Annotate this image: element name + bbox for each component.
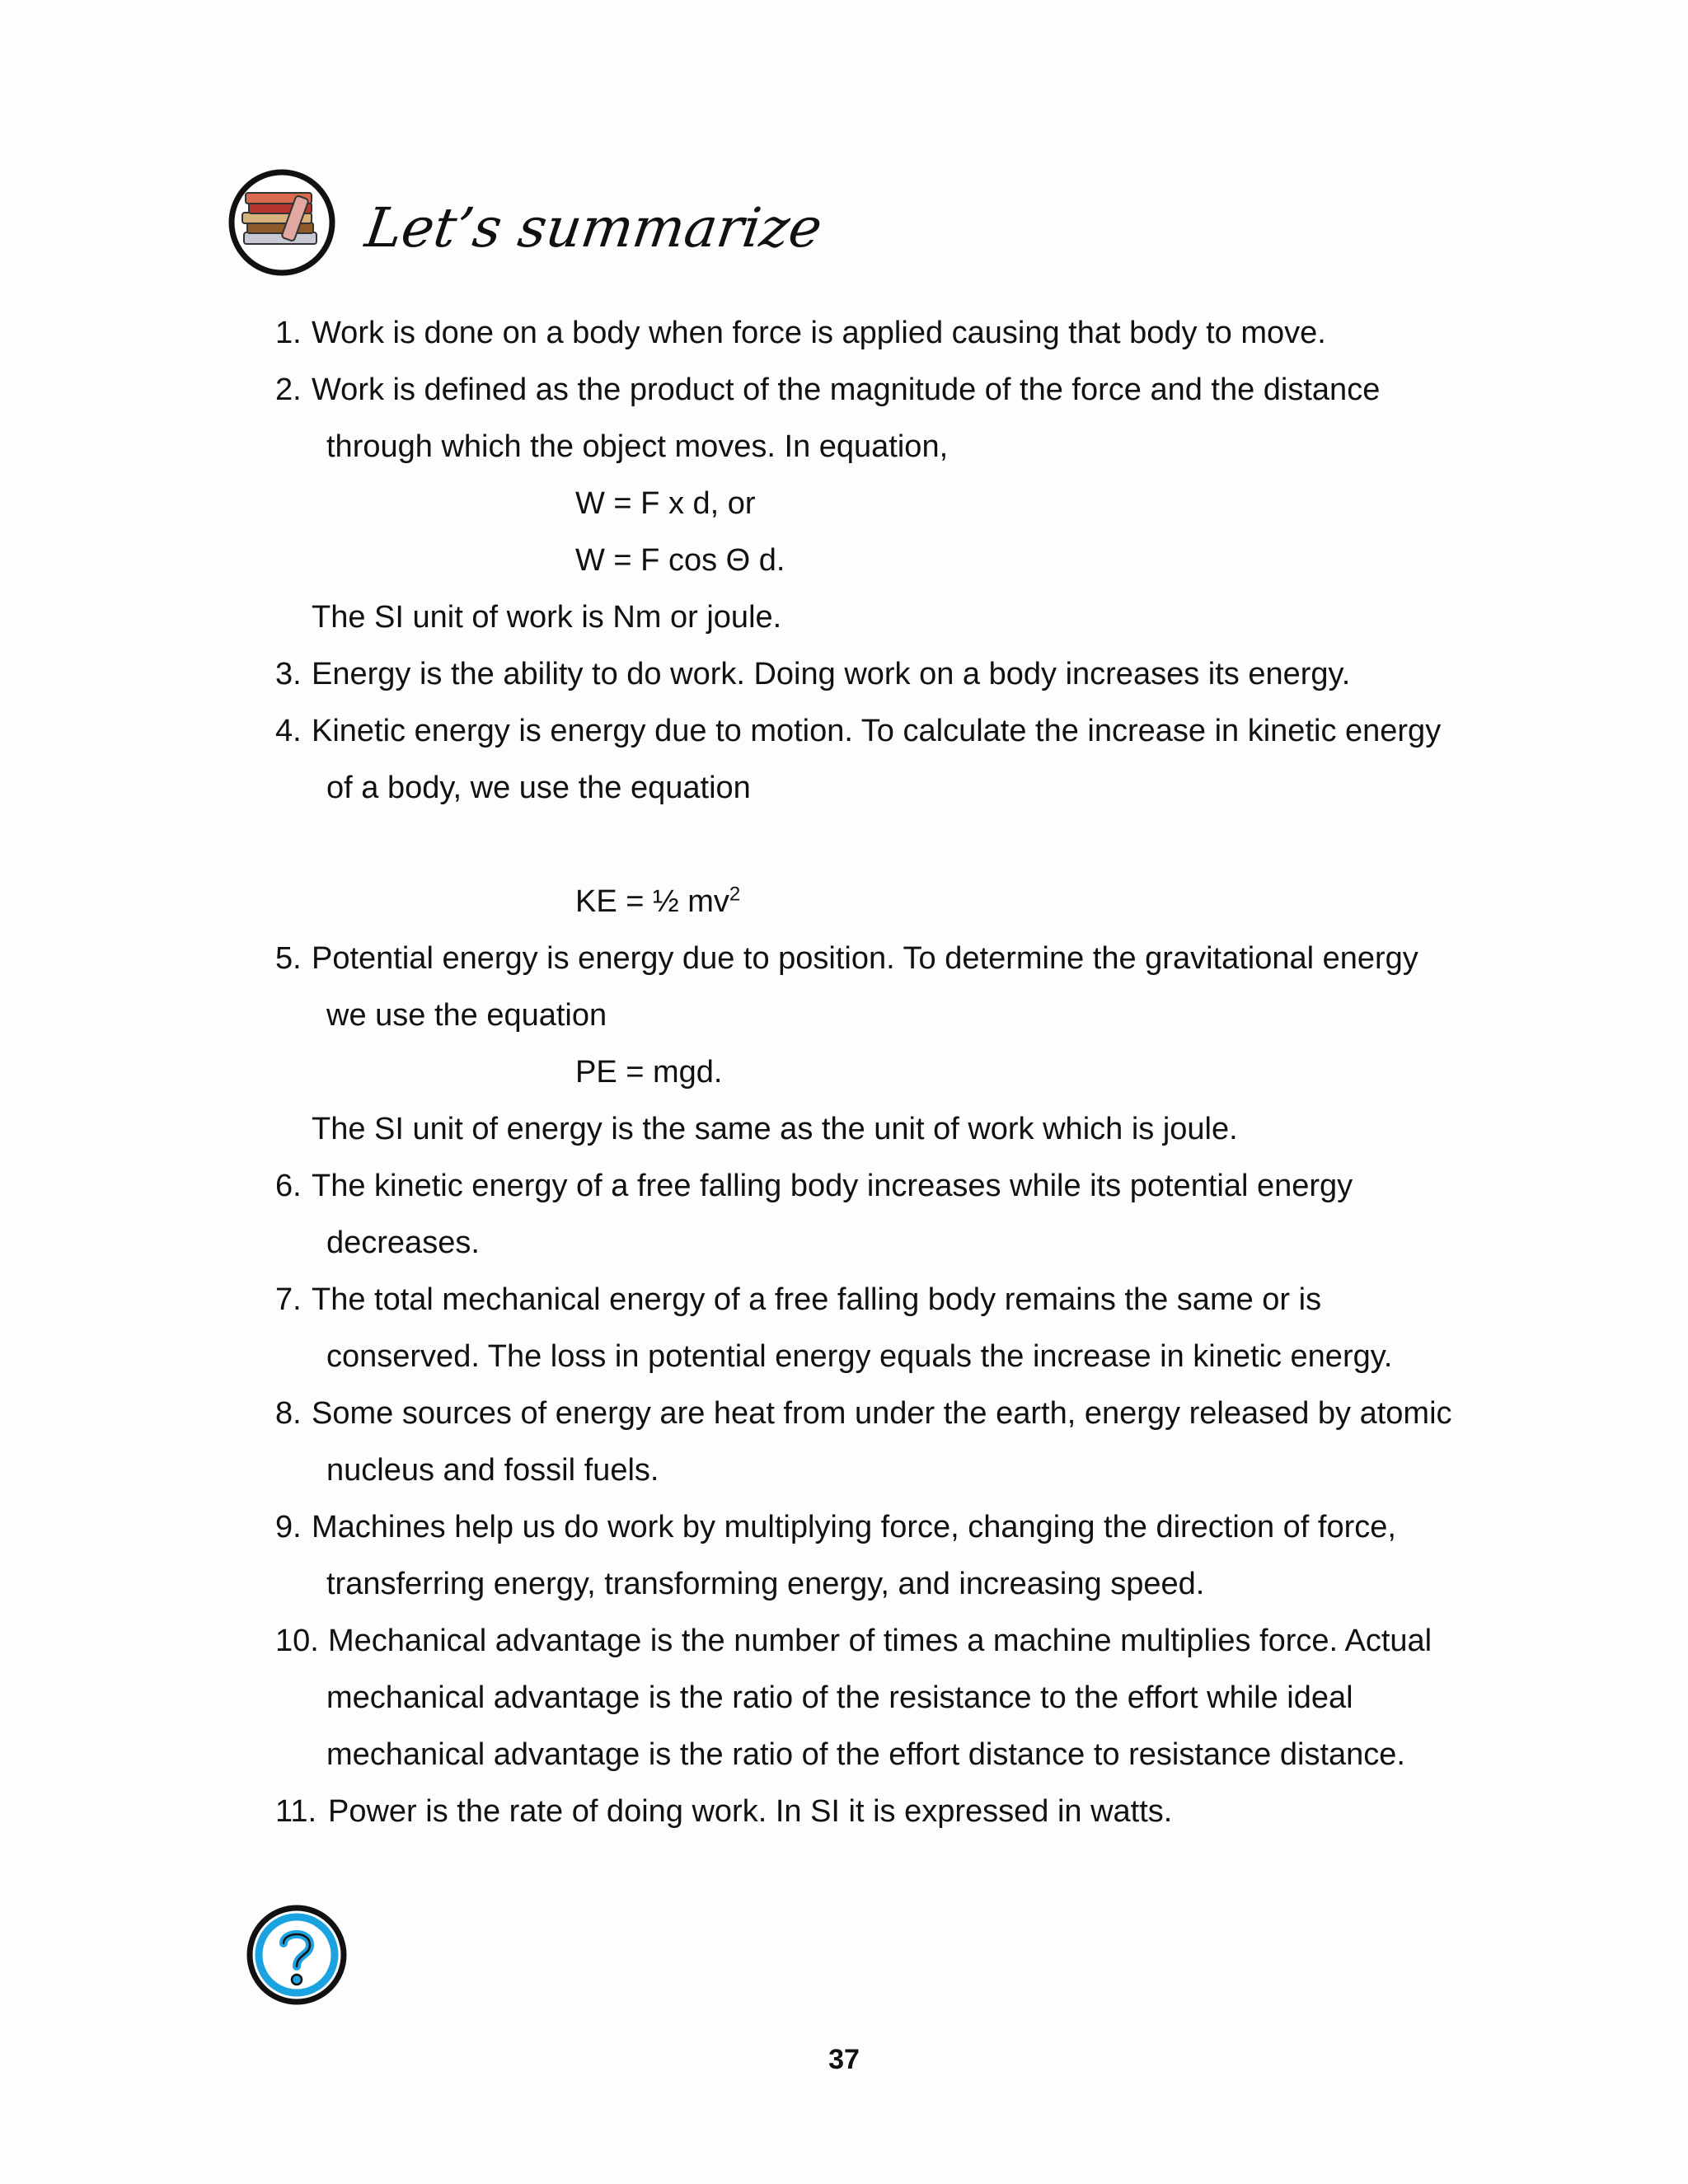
list-item bbox=[275, 1385, 1561, 1442]
question-mark-icon bbox=[246, 1904, 348, 2006]
item-text: The kinetic energy of a free falling body increases while its potential energy bbox=[312, 1169, 1353, 1203]
item-number: 7. bbox=[275, 1282, 302, 1317]
item-text: Machines help us do work by multiplying force, changing the direction of force, bbox=[312, 1510, 1396, 1544]
item-text: Mechanical advantage is the number of times a machine multiplies force. Actual bbox=[328, 1624, 1432, 1658]
item-text: Energy is the ability to do work. Doing work on a body increases its energy. bbox=[312, 657, 1351, 691]
equation: W = F cos Θ d. bbox=[575, 543, 785, 578]
list-item bbox=[275, 305, 1561, 362]
equation-exponent: 2 bbox=[729, 883, 741, 906]
item-text-continued: transferring energy, transforming energy, and increasing speed. bbox=[326, 1567, 1205, 1601]
item-number: 10. bbox=[275, 1624, 319, 1658]
section-title: Let’s summarize bbox=[361, 195, 827, 260]
list-item bbox=[275, 1158, 1561, 1215]
list-item bbox=[275, 1499, 1561, 1556]
item-number: 5. bbox=[275, 941, 302, 976]
item-note: The SI unit of energy is the same as the unit of work which is joule. bbox=[312, 1112, 1238, 1146]
item-note: The SI unit of work is Nm or joule. bbox=[312, 600, 782, 635]
item-number: 9. bbox=[275, 1510, 302, 1544]
list-item bbox=[275, 1613, 1561, 1670]
item-text: Work is defined as the product of the magnitude of the force and the distance bbox=[312, 373, 1381, 407]
equation-base: KE = ½ mv bbox=[575, 884, 729, 919]
item-number: 11. bbox=[275, 1794, 317, 1829]
item-number: 3. bbox=[275, 657, 302, 691]
equation bbox=[275, 874, 1561, 930]
list-item bbox=[275, 930, 1561, 987]
item-text: Work is done on a body when force is applied causing that body to move. bbox=[312, 316, 1326, 350]
item-number: 4. bbox=[275, 714, 302, 748]
item-text-continued: we use the equation bbox=[326, 998, 607, 1033]
item-text: Potential energy is energy due to position. To determine the gravitational energy bbox=[312, 941, 1418, 976]
item-text-continued: nucleus and fossil fuels. bbox=[326, 1453, 659, 1488]
item-text: Power is the rate of doing work. In SI it is expressed in watts. bbox=[328, 1794, 1173, 1829]
list-item bbox=[275, 703, 1561, 760]
item-text: The total mechanical energy of a free falling body remains the same or is bbox=[312, 1282, 1322, 1317]
equation: PE = mgd. bbox=[575, 1055, 723, 1090]
section-header bbox=[227, 165, 827, 280]
item-text-continued: of a body, we use the equation bbox=[326, 771, 751, 805]
item-text: Some sources of energy are heat from under the earth, energy released by atomic bbox=[312, 1396, 1452, 1431]
summary-list bbox=[275, 305, 1561, 1840]
item-number: 1. bbox=[275, 316, 302, 350]
list-item bbox=[275, 362, 1561, 419]
page-number: 37 bbox=[828, 2044, 860, 2075]
item-number: 8. bbox=[275, 1396, 302, 1431]
list-item bbox=[275, 1272, 1561, 1329]
item-text-continued: mechanical advantage is the ratio of the resistance to the effort while ideal bbox=[326, 1680, 1353, 1715]
list-item bbox=[275, 646, 1561, 703]
books-stack-icon bbox=[227, 168, 336, 277]
item-text: Kinetic energy is energy due to motion. To calculate the increase in kinetic energy bbox=[312, 714, 1442, 748]
item-text-continued: decreases. bbox=[326, 1226, 480, 1260]
item-text-continued: through which the object moves. In equation, bbox=[326, 429, 949, 464]
item-text-continued: conserved. The loss in potential energy equals the increase in kinetic energy. bbox=[326, 1339, 1393, 1374]
list-item bbox=[275, 1783, 1561, 1840]
item-text-continued: mechanical advantage is the ratio of the effort distance to resistance distance. bbox=[326, 1737, 1405, 1772]
spacer bbox=[275, 817, 1561, 874]
item-number: 6. bbox=[275, 1169, 302, 1203]
item-number: 2. bbox=[275, 373, 302, 407]
equation: W = F x d, or bbox=[575, 486, 756, 521]
